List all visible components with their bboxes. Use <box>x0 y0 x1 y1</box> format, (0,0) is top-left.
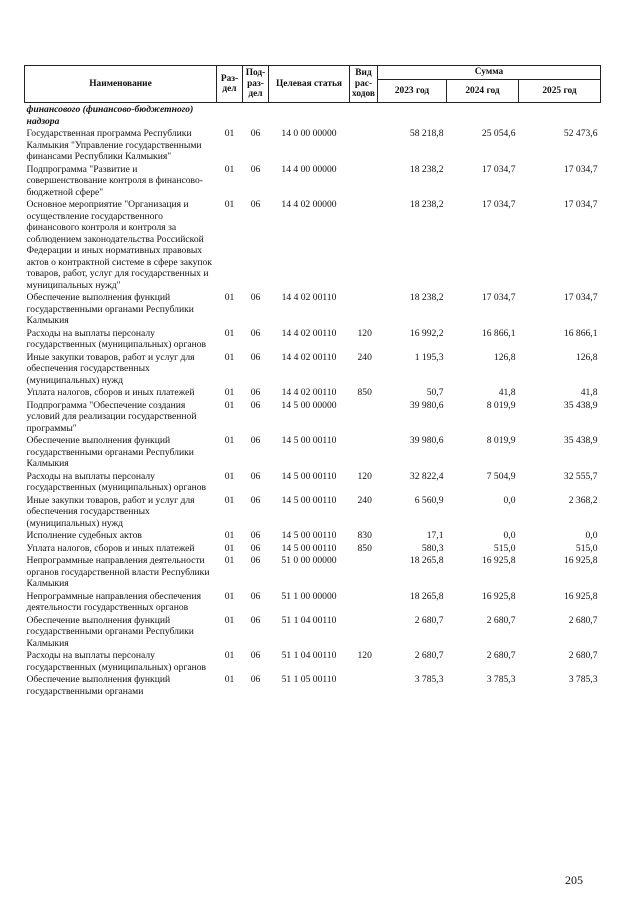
cell-name: Обеспечение выполнения функций государственными органами <box>26 674 171 697</box>
cell-name: Иные закупки товаров, работ и услуг для обеспечения государственных (муниципальных) нужд <box>26 351 195 386</box>
cell-podrazdel: 06 <box>250 614 261 626</box>
cell-podrazdel: 06 <box>250 470 261 482</box>
cell-razdel: 01 <box>224 163 235 175</box>
cell-2025: 16 866,1 <box>563 327 598 339</box>
cell-vid: 850 <box>357 542 372 554</box>
cell-razdel: 01 <box>224 435 235 446</box>
table-body <box>25 103 601 698</box>
cell-vid <box>350 673 378 697</box>
cell-name: Расходы на выплаты персоналу государственных (муниципальных) органов <box>26 327 207 350</box>
cell-vid <box>350 399 378 435</box>
cell-name: Расходы на выплаты персоналу государственных (муниципальных) органов <box>26 650 207 673</box>
cell-vid: 240 <box>357 494 372 506</box>
cell-2025: 3 785,3 <box>568 674 598 685</box>
table-row <box>25 291 601 327</box>
cell-name: Исполнение судебных актов <box>26 530 142 541</box>
cell-2023: 18 265,8 <box>409 555 444 566</box>
cell-2025: 32 555,7 <box>563 470 598 482</box>
cell-razdel: 01 <box>224 542 235 554</box>
cell-razdel: 01 <box>224 470 235 482</box>
cell-2023: 6 560,9 <box>414 494 444 506</box>
cell-target: 14 4 02 00110 <box>281 292 337 303</box>
table-row <box>25 649 601 673</box>
cell-vid: 850 <box>357 387 372 398</box>
cell-2024: 16 925,8 <box>481 555 516 566</box>
cell-2024: 2 680,7 <box>486 650 516 661</box>
header-vid: Вид рас-ходов <box>350 66 378 103</box>
cell-podrazdel: 06 <box>250 199 261 210</box>
table-row <box>25 614 601 650</box>
table-row <box>25 103 601 128</box>
cell-2024 <box>447 103 519 128</box>
cell-vid: 120 <box>357 650 372 661</box>
cell-name: Обеспечение выполнения функций государственными органами Республики Калмыкия <box>26 292 194 326</box>
cell-target: 14 4 02 00000 <box>281 199 337 210</box>
table-row <box>25 327 601 351</box>
table-row <box>25 494 601 530</box>
table-row <box>25 127 601 163</box>
cell-2025: 17 034,7 <box>563 199 598 210</box>
cell-target: 14 4 02 00110 <box>281 327 337 339</box>
cell-name: Непрограммные направления обеспечения деятельности государственных органов <box>26 590 201 613</box>
cell-target: 14 0 00 00000 <box>281 128 337 139</box>
cell-podrazdel: 06 <box>250 128 261 139</box>
header-target: Целевая статья <box>269 66 350 103</box>
cell-vid <box>350 590 378 614</box>
cell-razdel: 01 <box>224 530 235 541</box>
cell-razdel: 01 <box>224 327 235 339</box>
cell-podrazdel <box>243 103 269 128</box>
header-2025: 2025 год <box>519 80 601 103</box>
cell-vid <box>350 127 378 163</box>
cell-2025: 2 680,7 <box>568 650 598 661</box>
cell-name: Подпрограмма "Развитие и совершенствование контроля в финансово-бюджетной сфере" <box>26 163 203 198</box>
cell-name: Подпрограмма "Обеспечение создания условий для реализации государственной программы" <box>26 399 197 434</box>
cell-2025: 16 925,8 <box>563 555 598 566</box>
cell-2025: 515,0 <box>575 542 598 554</box>
cell-name: Расходы на выплаты персоналу государственных (муниципальных) органов <box>26 470 207 493</box>
cell-target: 51 1 04 00110 <box>281 614 337 626</box>
cell-2023: 580,3 <box>421 542 444 554</box>
cell-razdel: 01 <box>224 128 235 139</box>
cell-2025: 17 034,7 <box>563 292 598 303</box>
cell-2024: 2 680,7 <box>486 614 516 626</box>
cell-2025: 2 680,7 <box>568 614 598 626</box>
cell-podrazdel: 06 <box>250 327 261 339</box>
cell-2023: 32 822,4 <box>409 470 444 482</box>
cell-razdel: 01 <box>224 292 235 303</box>
cell-vid <box>350 103 378 128</box>
cell-2025: 35 438,9 <box>563 399 598 411</box>
cell-target: 14 4 02 00110 <box>281 387 337 398</box>
cell-2023: 18 265,8 <box>409 590 444 602</box>
cell-2024: 3 785,3 <box>486 674 516 685</box>
cell-podrazdel: 06 <box>250 351 261 363</box>
cell-2023: 18 238,2 <box>409 199 444 210</box>
cell-vid: 120 <box>357 327 372 339</box>
cell-name: Обеспечение выполнения функций государственными органами Республики Калмыкия <box>26 614 194 649</box>
cell-vid <box>350 614 378 650</box>
cell-2024: 17 034,7 <box>481 163 516 175</box>
cell-2023: 2 680,7 <box>414 650 444 661</box>
header-summa: Сумма <box>378 66 601 80</box>
cell-razdel: 01 <box>224 614 235 626</box>
cell-vid: 240 <box>357 351 372 363</box>
cell-name: Обеспечение выполнения функций государственными органами Республики Калмыкия <box>26 435 194 469</box>
cell-podrazdel: 06 <box>250 387 261 398</box>
cell-name: финансового (финансово-бюджетного) надзора <box>26 104 194 127</box>
cell-2023 <box>378 103 447 128</box>
table-row <box>25 673 601 697</box>
cell-2025: 17 034,7 <box>563 163 598 175</box>
budget-table <box>24 65 601 697</box>
cell-2024: 16 866,1 <box>481 327 516 339</box>
page-number: 205 <box>565 873 583 887</box>
cell-2025 <box>519 103 601 128</box>
cell-2024: 7 504,9 <box>486 470 516 482</box>
cell-target: 14 5 00 00110 <box>281 542 337 554</box>
cell-podrazdel: 06 <box>250 590 261 602</box>
cell-name: Непрограммные направления деятельности органов государственной власти Республики Калмыкия <box>26 555 210 589</box>
cell-2023: 17,1 <box>426 530 444 541</box>
cell-vid <box>350 198 378 291</box>
table-row <box>25 163 601 199</box>
cell-2025: 16 925,8 <box>563 590 598 602</box>
cell-2024: 126,8 <box>493 351 516 363</box>
cell-podrazdel: 06 <box>250 650 261 661</box>
cell-2025: 52 473,6 <box>563 128 598 139</box>
cell-2023: 16 992,2 <box>409 327 444 339</box>
cell-razdel: 01 <box>224 674 235 685</box>
cell-podrazdel: 06 <box>250 530 261 541</box>
cell-2023: 3 785,3 <box>414 674 444 685</box>
cell-2025: 0,0 <box>585 530 598 541</box>
cell-razdel: 01 <box>224 555 235 566</box>
cell-podrazdel: 06 <box>250 494 261 506</box>
cell-razdel: 01 <box>224 650 235 661</box>
cell-2024: 25 054,6 <box>481 128 516 139</box>
header-podrazdel: Под-раз-дел <box>243 66 269 103</box>
cell-target: 14 5 00 00110 <box>281 530 337 541</box>
cell-vid <box>350 163 378 199</box>
cell-razdel: 01 <box>224 387 235 398</box>
cell-razdel <box>217 103 243 128</box>
table-row <box>25 529 601 542</box>
cell-razdel: 01 <box>224 590 235 602</box>
cell-2025: 2 368,2 <box>568 494 598 506</box>
table-row <box>25 399 601 435</box>
cell-vid <box>350 554 378 590</box>
table-row <box>25 198 601 291</box>
table-row <box>25 351 601 387</box>
cell-2024: 41,8 <box>498 387 516 398</box>
cell-target: 51 1 04 00110 <box>281 650 337 661</box>
cell-podrazdel: 06 <box>250 674 261 685</box>
table-row <box>25 434 601 470</box>
cell-2023: 50,7 <box>426 387 444 398</box>
cell-2023: 18 238,2 <box>409 292 444 303</box>
cell-razdel: 01 <box>224 199 235 210</box>
cell-vid <box>350 291 378 327</box>
cell-2023: 58 218,8 <box>409 128 444 139</box>
cell-target: 14 5 00 00000 <box>281 399 337 411</box>
cell-podrazdel: 06 <box>250 163 261 175</box>
table-row <box>25 554 601 590</box>
table-row <box>25 386 601 399</box>
cell-2024: 17 034,7 <box>481 292 516 303</box>
cell-razdel: 01 <box>224 351 235 363</box>
cell-vid: 120 <box>357 470 372 482</box>
table-row <box>25 542 601 555</box>
cell-2024: 515,0 <box>493 542 516 554</box>
cell-2023: 39 980,6 <box>409 435 444 446</box>
cell-2024: 0,0 <box>503 494 516 506</box>
cell-target: 14 5 00 00110 <box>281 494 337 506</box>
cell-2024: 8 019,9 <box>486 399 516 411</box>
cell-2023: 1 195,3 <box>414 351 444 363</box>
cell-target <box>269 103 350 128</box>
cell-name: Иные закупки товаров, работ и услуг для обеспечения государственных (муниципальных) нужд <box>26 494 195 529</box>
cell-2023: 39 980,6 <box>409 399 444 411</box>
cell-name: Уплата налогов, сборов и иных платежей <box>26 387 195 398</box>
cell-target: 51 0 00 00000 <box>281 555 337 566</box>
cell-2025: 41,8 <box>580 387 598 398</box>
cell-vid: 830 <box>357 530 372 541</box>
cell-target: 14 4 00 00000 <box>281 163 337 175</box>
cell-podrazdel: 06 <box>250 292 261 303</box>
header-razdel: Раз-дел <box>217 66 243 103</box>
table-row <box>25 590 601 614</box>
cell-2024: 16 925,8 <box>481 590 516 602</box>
cell-podrazdel: 06 <box>250 435 261 446</box>
cell-podrazdel: 06 <box>250 399 261 411</box>
table-row <box>25 470 601 494</box>
cell-name: Основное мероприятие "Организация и осуществление государственного финансового контроля и контроля за соблюдением законодательства Российской Федерации и иных нормативных правовых актов о контрактной системе в сфере закупок товаров, работ, услуг для государственных и муниципальных нужд" <box>26 199 212 291</box>
cell-podrazdel: 06 <box>250 555 261 566</box>
cell-2024: 8 019,9 <box>486 435 516 446</box>
cell-2023: 18 238,2 <box>409 163 444 175</box>
cell-2023: 2 680,7 <box>414 614 444 626</box>
cell-2025: 35 438,9 <box>563 435 598 446</box>
cell-razdel: 01 <box>224 399 235 411</box>
cell-name: Уплата налогов, сборов и иных платежей <box>26 542 195 554</box>
header-name: Наименование <box>25 66 217 103</box>
header-2023: 2023 год <box>378 80 447 103</box>
cell-target: 14 5 00 00110 <box>281 470 337 482</box>
cell-2024: 17 034,7 <box>481 199 516 210</box>
cell-target: 14 4 02 00110 <box>281 351 337 363</box>
cell-2025: 126,8 <box>575 351 598 363</box>
cell-target: 14 5 00 00110 <box>281 435 337 446</box>
cell-2024: 0,0 <box>503 530 516 541</box>
cell-podrazdel: 06 <box>250 542 261 554</box>
cell-vid <box>350 434 378 470</box>
cell-target: 51 1 00 00000 <box>281 590 337 602</box>
cell-razdel: 01 <box>224 494 235 506</box>
cell-name: Государственная программа Республики Калмыкия "Управление государственными финансами Республики Калмыкия" <box>26 128 202 162</box>
cell-target: 51 1 05 00110 <box>281 674 337 685</box>
header-2024: 2024 год <box>447 80 519 103</box>
